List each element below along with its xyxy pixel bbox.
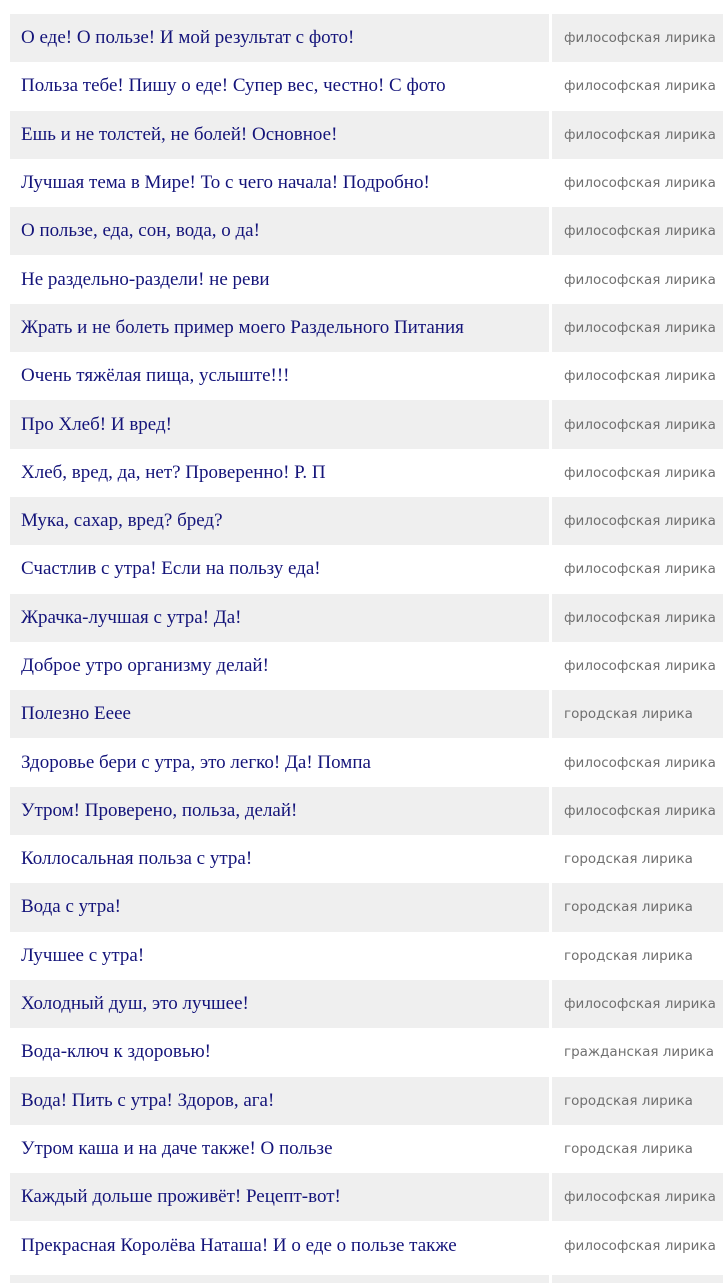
poem-genre-label: философская лирика <box>564 802 716 819</box>
poem-genre-cell <box>552 497 723 545</box>
poem-genre-cell <box>552 980 723 1028</box>
poem-genre-cell <box>552 1077 723 1125</box>
poem-title-cell <box>10 449 549 497</box>
poem-title-link[interactable]: Холодный душ, это лучшее! <box>21 993 249 1015</box>
poem-genre-cell <box>552 352 723 400</box>
poem-genre-label: философская лирика <box>564 658 716 674</box>
poem-row <box>10 545 723 593</box>
poem-title-link[interactable]: О еде! О пользе! И мой результат с фото! <box>21 27 355 49</box>
poem-row <box>10 1173 723 1221</box>
poem-row <box>10 835 723 883</box>
poem-title-cell <box>10 1028 549 1076</box>
poem-title-link[interactable]: Утром! Проверено, польза, делай! <box>21 799 298 821</box>
poem-title-cell <box>10 304 549 352</box>
poem-genre-cell <box>552 111 723 159</box>
poem-row-partial <box>10 1275 723 1283</box>
poem-title-cell <box>10 111 549 159</box>
poem-genre-label: гражданская лирика <box>564 1044 714 1061</box>
poem-title-cell <box>10 352 549 400</box>
poem-genre-label: философская лирика <box>564 30 716 47</box>
poem-title-cell <box>10 932 549 980</box>
poem-title-link[interactable]: Доброе утро организму делай! <box>21 655 269 676</box>
poem-genre-cell <box>552 1028 723 1076</box>
poem-genre-label: философская лирика <box>564 368 716 385</box>
poem-row <box>10 1028 723 1076</box>
poem-genre-cell <box>552 1125 723 1173</box>
poem-genre-cell <box>552 932 723 980</box>
poem-title-cell <box>10 14 549 62</box>
poem-row <box>10 400 723 448</box>
poem-title-cell <box>10 738 549 786</box>
poem-title-cell <box>10 883 549 931</box>
poem-title-link[interactable]: Не раздельно-раздели! не реви <box>21 268 270 290</box>
poem-title-cell <box>10 1077 549 1125</box>
poem-title-link[interactable]: Утром каша и на даче также! О пользе <box>21 1137 333 1159</box>
poem-row <box>10 883 723 931</box>
poem-list <box>10 14 723 1283</box>
poem-title-link[interactable]: Мука, сахар, вред? бред? <box>21 510 223 532</box>
poem-genre-label: философская лирика <box>564 561 716 578</box>
poem-title-cell <box>10 159 549 207</box>
poem-title-link[interactable]: Хлеб, вред, да, нет? Проверенно! Р. П <box>21 461 326 483</box>
poem-genre-label: философская лирика <box>564 464 716 481</box>
poem-row <box>10 352 723 400</box>
poem-title-cell <box>10 545 549 593</box>
poem-title-cell <box>10 62 549 110</box>
poem-title-link[interactable]: Очень тяжёлая пища, услыште!!! <box>21 365 290 387</box>
poem-row <box>10 159 723 207</box>
poem-title-link[interactable]: Польза тебе! Пишу о еде! Супер вес, честно! С фото <box>21 75 446 97</box>
poem-genre-label: философская лирика <box>564 175 716 192</box>
poem-genre-label: философская лирика <box>564 513 716 530</box>
poem-row <box>10 62 723 110</box>
poem-row <box>10 1221 723 1269</box>
poem-genre-label: философская лирика <box>564 416 716 433</box>
poem-title-link[interactable]: Вода с утра! <box>21 896 121 918</box>
poem-title-link[interactable]: Полезно Еееe <box>21 703 131 725</box>
poem-row <box>10 111 723 159</box>
poem-title-link[interactable]: Лучшее с утра! <box>21 944 145 966</box>
poem-genre-cell <box>552 14 723 62</box>
poem-row <box>10 980 723 1028</box>
poem-title-link[interactable]: Про Хлеб! И вред! <box>21 413 172 435</box>
poem-genre-cell <box>552 545 723 593</box>
poem-row <box>10 255 723 303</box>
poem-title-cell <box>10 207 549 255</box>
poem-genre-cell <box>552 883 723 931</box>
poem-genre-label: городская лирика <box>564 1092 693 1109</box>
poem-genre-label: городская лирика <box>564 899 693 916</box>
poem-title-link[interactable]: Вода-ключ к здоровью! <box>21 1041 212 1063</box>
poem-title-link[interactable]: Жрать и не болеть пример моего Раздельного Питания <box>21 316 464 338</box>
poem-title-link[interactable]: Ешь и не толстей, не болей! Основное! <box>21 123 338 145</box>
poem-row <box>10 738 723 786</box>
poem-title-cell <box>10 1173 549 1221</box>
poem-row <box>10 932 723 980</box>
poem-row <box>10 449 723 497</box>
poem-genre-label: философская лирика <box>564 1237 716 1254</box>
poem-title-cell <box>10 497 549 545</box>
poem-row <box>10 1077 723 1125</box>
poem-genre-cell <box>552 642 723 690</box>
poem-row <box>10 1125 723 1173</box>
poem-genre-cell <box>552 400 723 448</box>
poem-genre-cell <box>552 207 723 255</box>
poem-title-link[interactable]: Счастлив с утра! Если на пользу еда! <box>21 558 321 580</box>
poem-title-cell <box>10 787 549 835</box>
poem-genre-label: философская лирика <box>564 996 716 1013</box>
poem-genre-cell <box>552 62 723 110</box>
poem-title-link[interactable]: Здоровье бери с утра, это легко! Да! Помпа <box>21 751 371 773</box>
poem-genre-cell <box>552 1173 723 1221</box>
poem-title-cell <box>10 1221 549 1269</box>
poem-genre-cell <box>552 159 723 207</box>
poem-genre-label: философская лирика <box>564 126 716 143</box>
poem-title-link[interactable]: Прекрасная Королёва Наташа! И о еде о пользе также <box>21 1234 457 1256</box>
poem-genre-label: городская лирика <box>564 706 693 723</box>
poem-row <box>10 14 723 62</box>
poem-genre-cell <box>552 255 723 303</box>
poem-genre-cell <box>552 738 723 786</box>
poem-genre-label: философская лирика <box>564 319 716 336</box>
poem-title-link[interactable]: Каждый дольше проживёт! Рецепт-вот! <box>21 1186 341 1208</box>
poem-title-cell <box>10 690 549 738</box>
poem-title-cell <box>10 255 549 303</box>
poem-row <box>10 304 723 352</box>
poem-row <box>10 594 723 642</box>
poem-row <box>10 642 723 690</box>
poem-title-cell <box>10 400 549 448</box>
poem-genre-cell <box>552 690 723 738</box>
poem-title-link[interactable]: О пользе, еда, сон, вода, о да! <box>21 220 260 242</box>
poem-title-link[interactable]: Жрачка-лучшая с утра! Да! <box>21 606 242 628</box>
poem-row <box>10 207 723 255</box>
poem-genre-label: городская лирика <box>564 851 693 868</box>
poem-title-cell <box>10 1275 549 1283</box>
poem-genre-label: философская лирика <box>564 609 716 626</box>
poem-genre-cell <box>552 1275 723 1283</box>
poem-genre-label: философская лирика <box>564 271 716 288</box>
poem-genre-label: городская лирика <box>564 947 693 964</box>
poem-genre-cell <box>552 835 723 883</box>
poem-genre-label: городская лирика <box>564 1140 693 1157</box>
poem-genre-cell <box>552 594 723 642</box>
poem-title-cell <box>10 835 549 883</box>
poem-title-link[interactable]: Лучшая тема в Мире! То с чего начала! Подробно! <box>21 172 430 194</box>
poem-title-cell <box>10 642 549 690</box>
poem-genre-cell <box>552 787 723 835</box>
poem-title-cell <box>10 1125 549 1173</box>
poem-row <box>10 497 723 545</box>
poem-genre-cell <box>552 1221 723 1269</box>
poem-genre-label: философская лирика <box>564 78 716 95</box>
poem-genre-cell <box>552 449 723 497</box>
poem-title-link[interactable]: Коллосальная польза с утра! <box>21 848 253 870</box>
poem-row <box>10 690 723 738</box>
poem-title-cell <box>10 594 549 642</box>
poem-title-link[interactable]: Вода! Пить с утра! Здоров, ага! <box>21 1089 275 1111</box>
poem-row <box>10 787 723 835</box>
poem-genre-label: философская лирика <box>564 754 716 771</box>
poem-genre-cell <box>552 304 723 352</box>
poem-genre-label: философская лирика <box>564 1189 716 1206</box>
poem-genre-label: философская лирика <box>564 223 716 240</box>
poem-title-cell <box>10 980 549 1028</box>
